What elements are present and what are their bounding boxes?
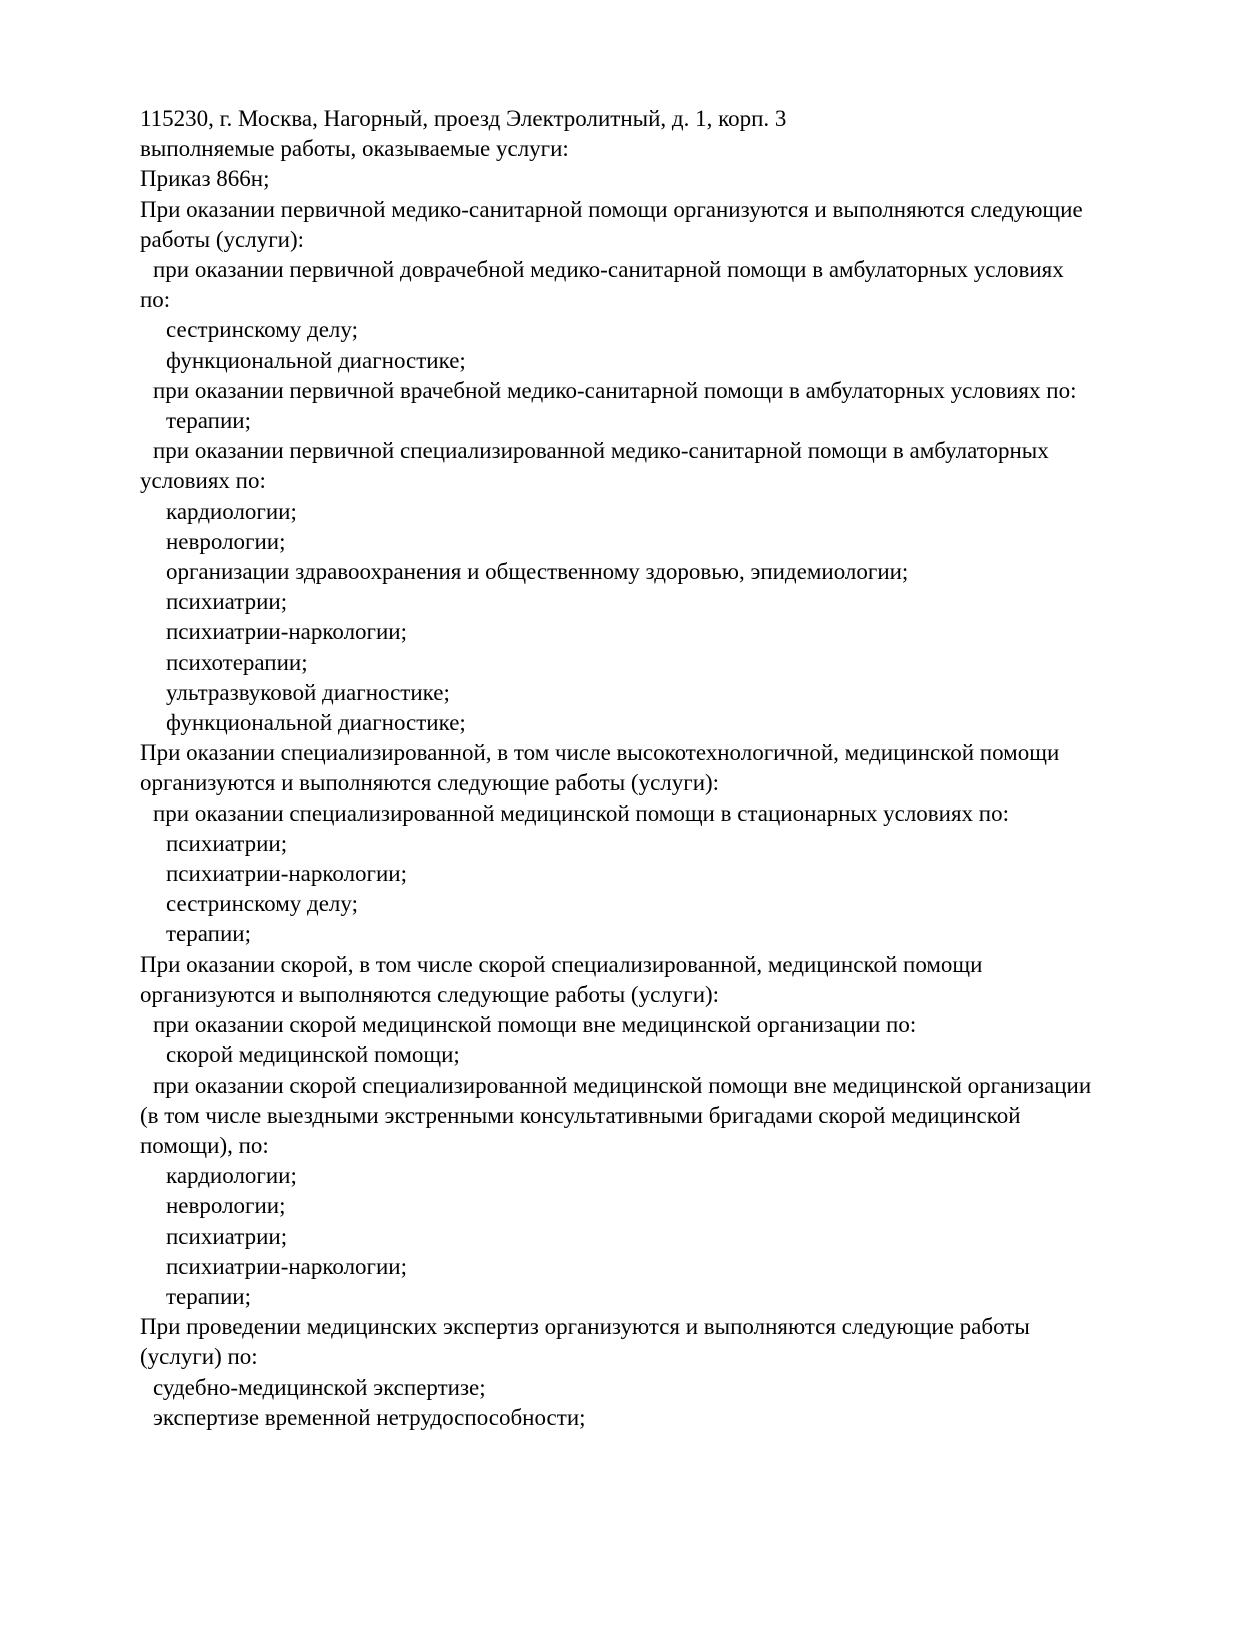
text-line: организуются и выполняются следующие работы (услуги): — [140, 981, 720, 1007]
text-line: при оказании специализированной медицинской помощи в стационарных условиях по: — [153, 800, 1009, 826]
document-body — [140, 104, 1150, 1433]
text-line: функциональной диагностике; — [166, 710, 466, 736]
text-line: при оказании скорой специализированной медицинской помощи вне медицинской организации — [153, 1072, 1092, 1098]
text-line: неврологии; — [166, 1193, 286, 1219]
text-line: сестринскому делу; — [166, 891, 358, 917]
text-line: терапии; — [166, 921, 251, 947]
text-line: неврологии; — [166, 528, 286, 554]
text-line: терапии; — [166, 1283, 251, 1309]
text-line: при оказании первичной врачебной медико-санитарной помощи в амбулаторных условиях по: — [153, 377, 1077, 403]
text-line: кардиологии; — [166, 1163, 297, 1189]
text-line: (в том числе выездными экстренными консультативными бригадами скорой медицинской — [140, 1102, 1021, 1128]
text-line: сестринскому делу; — [166, 317, 358, 343]
text-line: психиатрии-наркологии; — [166, 1253, 407, 1279]
text-line: организуются и выполняются следующие работы (услуги): — [140, 770, 720, 796]
text-line: (услуги) по: — [140, 1344, 258, 1370]
text-line: помощи), по: — [140, 1132, 269, 1158]
text-line: 115230, г. Москва, Нагорный, проезд Электролитный, д. 1, корп. 3 — [140, 106, 787, 131]
text-line: при оказании скорой медицинской помощи вне медицинской организации по: — [153, 1012, 917, 1038]
text-line: организации здравоохранения и общественному здоровью, эпидемиологии; — [166, 559, 909, 585]
text-line: скорой медицинской помощи; — [166, 1042, 460, 1068]
text-line: при оказании первичной доврачебной медико-санитарной помощи в амбулаторных условиях — [153, 257, 1064, 283]
text-line: условиях по: — [140, 468, 266, 494]
text-line: ультразвуковой диагностике; — [166, 679, 450, 705]
text-line: судебно-медицинской экспертизе; — [153, 1374, 486, 1400]
text-line: работы (услуги): — [140, 226, 304, 252]
text-line: выполняемые работы, оказываемые услуги: — [140, 136, 569, 162]
text-line: психиатрии; — [166, 589, 288, 615]
text-line: При оказании первичной медико-санитарной помощи организуются и выполняются следующие — [140, 196, 1083, 222]
text-line: психиатрии-наркологии; — [166, 861, 407, 887]
text-line: функциональной диагностике; — [166, 347, 466, 373]
text-line: при оказании первичной специализированной медико-санитарной помощи в амбулаторных — [153, 438, 1049, 464]
text-line: кардиологии; — [166, 498, 297, 524]
text-line: Приказ 866н; — [140, 166, 270, 192]
text-line: психиатрии-наркологии; — [166, 619, 407, 645]
text-line: При проведении медицинских экспертиз организуются и выполняются следующие работы — [140, 1314, 1030, 1340]
text-line: психиатрии; — [166, 1223, 288, 1249]
text-line: терапии; — [166, 408, 251, 434]
text-line: психотерапии; — [166, 649, 308, 675]
text-line: экспертизе временной нетрудоспособности; — [153, 1404, 586, 1430]
text-line: психиатрии; — [166, 830, 288, 856]
text-line: При оказании скорой, в том числе скорой специализированной, медицинской помощи — [140, 951, 983, 977]
text-line: При оказании специализированной, в том числе высокотехнологичной, медицинской помощи — [140, 740, 1060, 766]
text-line: по: — [140, 287, 171, 313]
